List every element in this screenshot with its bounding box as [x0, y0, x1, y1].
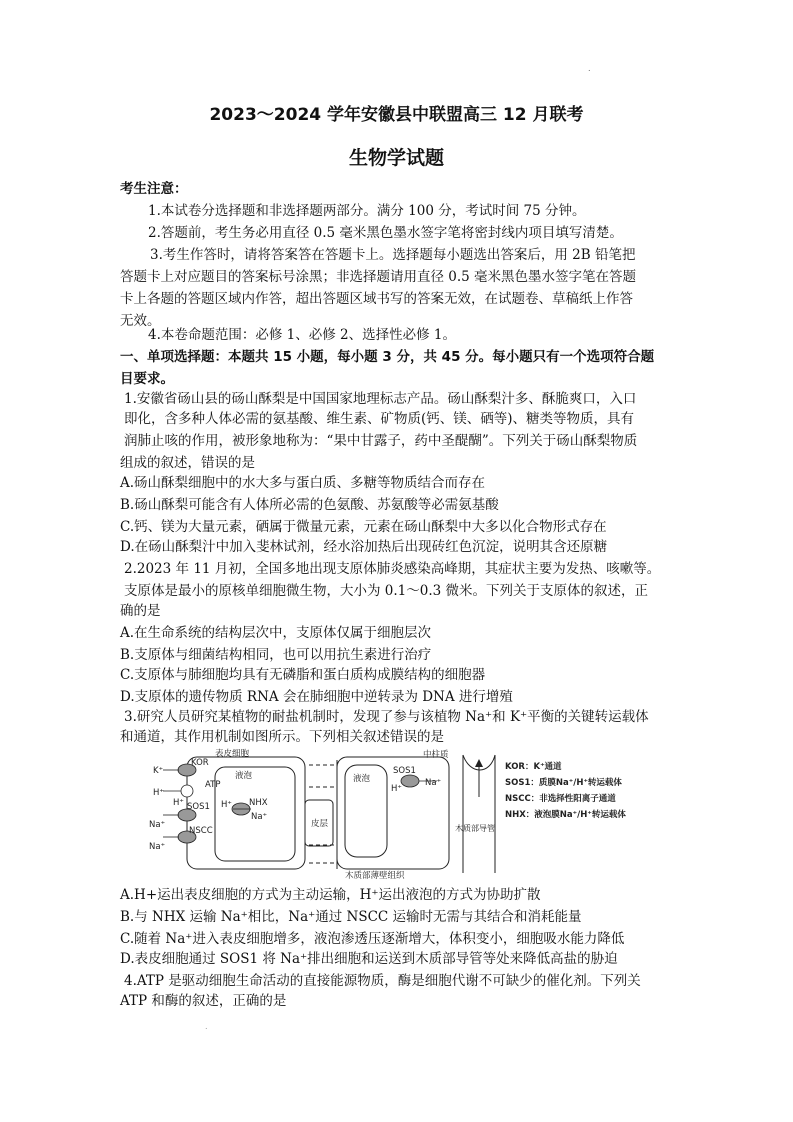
q1-option-d: D.在砀山酥梨汁中加入斐林试剂，经水浴加热后出现砖红色沉淀，说明其含还原糖: [120, 539, 608, 555]
q2-stem: 2.2023 年 11 月初，全国多地出现支原体肺炎感染高峰期，其症状主要为发热、咳嗽等。: [124, 561, 661, 577]
label-k-ion: K⁺: [153, 766, 164, 776]
legend-line: NHX：液泡膜Na⁺/H⁺转运载体: [505, 810, 626, 820]
q2-stem: 确的是: [120, 603, 161, 619]
q1-option-a: A.砀山酥梨细胞中的水大多与蛋白质、多糖等物质结合而存在: [120, 475, 486, 491]
q3-option-d: D.表皮细胞通过 SOS1 将 Na⁺排出细胞和运送到木质部导管等处来降低高盐的胁迫: [120, 951, 618, 967]
q2-option-c: C.支原体与肺细胞均具有无磷脂和蛋白质构成膜结构的细胞器: [120, 667, 486, 683]
q3-stem: 3.研究人员研究某植物的耐盐机制时，发现了参与该植物 Na⁺和 K⁺平衡的关键转运载体: [124, 709, 649, 725]
q1-stem: 组成的叙述，错误的是: [120, 455, 255, 471]
label-vacuole-left: 液泡: [235, 771, 253, 781]
section-heading: 目要求。: [120, 371, 174, 387]
label-nhx: NHX: [249, 798, 268, 808]
legend-line: SOS1：质膜Na⁺/H⁺转运载体: [505, 778, 622, 788]
footer-mark: .: [205, 1022, 208, 1031]
notice-line: 无效。: [120, 313, 161, 329]
label-vacuole-right: 液泡: [353, 774, 371, 784]
label-sos1-right: SOS1: [393, 766, 416, 776]
label-kor: KOR: [191, 758, 209, 768]
label-xylem-parenchyma: 木质部薄壁组织: [345, 871, 405, 881]
label-na-ion: Na⁺: [251, 812, 268, 822]
notice-line: 答题卡上对应题目的答案标号涂黑；非选择题请用直径 0.5 毫米黑色墨水签字笔在答题: [120, 269, 637, 285]
q1-stem: 1.安徽省砀山县的砀山酥梨是中国国家地理标志产品。砀山酥梨汁多、酥脆爽口，入口: [124, 391, 637, 407]
exam-title: 2023～2024 学年安徽县中联盟高三 12 月联考: [209, 105, 584, 125]
label-h-ion: H⁺: [153, 788, 164, 798]
label-na-ion: Na⁺: [425, 778, 442, 788]
q1-stem: 润肺止咳的作用，被形象地称为：“果中甘露子，药中圣醍醐”。下列关于砀山酥梨物质: [124, 433, 638, 449]
exam-subtitle: 生物学试题: [348, 147, 444, 169]
label-h-ion: H⁺: [391, 784, 402, 794]
q3-option-a: A.H+运出表皮细胞的方式为主动运输，H⁺运出液泡的方式为协助扩散: [120, 887, 541, 903]
section-heading: 一、单项选择题：本题共 15 小题，每小题 3 分，共 45 分。每小题只有一个选项符合题: [120, 349, 655, 365]
label-stele: 中柱质: [423, 750, 449, 760]
label-h-ion: H⁺: [221, 800, 232, 810]
notice-line: 4.本卷命题范围：必修 1、必修 2、选择性必修 1。: [148, 327, 457, 343]
label-sos1-left: SOS1: [187, 802, 210, 812]
notice-line: 1.本试卷分选择题和非选择题两部分。满分 100 分，考试时间 75 分钟。: [148, 203, 586, 219]
label-na-ion: Na⁺: [149, 820, 166, 830]
q2-option-d: D.支原体的遗传物质 RNA 会在肺细胞中逆转录为 DNA 进行增殖: [120, 689, 513, 705]
label-atp: ATP: [205, 780, 221, 790]
q1-stem: 即化，含多种人体必需的氨基酸、维生素、矿物质(钙、镁、硒等)、糖类等物质，具有: [124, 411, 635, 427]
ion-transport-figure: [145, 745, 665, 881]
q2-option-a: A.在生命系统的结构层次中，支原体仅属于细胞层次: [120, 625, 432, 641]
q2-stem: 支原体是最小的原核单细胞微生物，大小为 0.1～0.3 微米。下列关于支原体的叙述，正: [124, 583, 649, 599]
q4-stem: 4.ATP 是驱动细胞生命活动的直接能源物质，酶是细胞代谢不可缺少的催化剂。下列关: [124, 973, 641, 989]
label-epidermal-cell: 表皮细胞: [215, 749, 250, 759]
notice-line: 卡上各题的答题区域内作答，超出答题区域书写的答案无效，在试题卷、草稿纸上作答: [120, 291, 633, 307]
q3-stem: 和通道，其作用机制如图所示。下列相关叙述错误的是: [120, 729, 444, 745]
notice-heading: 考生注意：: [120, 181, 188, 197]
corner-mark: .: [588, 64, 591, 73]
label-h-ion: H⁺: [173, 798, 184, 808]
q1-option-b: B.砀山酥梨可能含有人体所必需的色氨酸、苏氨酸等必需氨基酸: [120, 497, 499, 513]
notice-line: 3.考生作答时，请将答案答在答题卡上。选择题每小题选出答案后，用 2B 铅笔把: [150, 247, 636, 263]
q1-option-c: C.钙、镁为大量元素，硒属于微量元素，元素在砀山酥梨中大多以化合物形式存在: [120, 519, 607, 535]
notice-line: 2.答题前，考生务必用直径 0.5 毫米黑色墨水签字笔将密封线内项目填写清楚。: [148, 225, 623, 241]
q3-option-c: C.随着 Na⁺进入表皮细胞增多，液泡渗透压逐渐增大，体积变小，细胞吸水能力降低: [120, 931, 625, 947]
q3-option-b: B.与 NHX 运输 Na⁺相比，Na⁺通过 NSCC 运输时无需与其结合和消耗能量: [120, 909, 582, 925]
label-na-ion: Na⁺: [149, 842, 166, 852]
legend-line: KOR：K⁺通道: [505, 762, 562, 772]
q2-option-b: B.支原体与细菌结构相同，也可以用抗生素进行治疗: [120, 647, 432, 663]
legend-line: NSCC：非选择性阳离子通道: [505, 794, 616, 804]
label-cortex: 皮层: [311, 819, 329, 829]
label-xylem-vessel: 木质部导管: [455, 824, 495, 833]
label-nscc: NSCC: [189, 826, 213, 836]
q4-stem: ATP 和酶的叙述，正确的是: [120, 993, 287, 1009]
